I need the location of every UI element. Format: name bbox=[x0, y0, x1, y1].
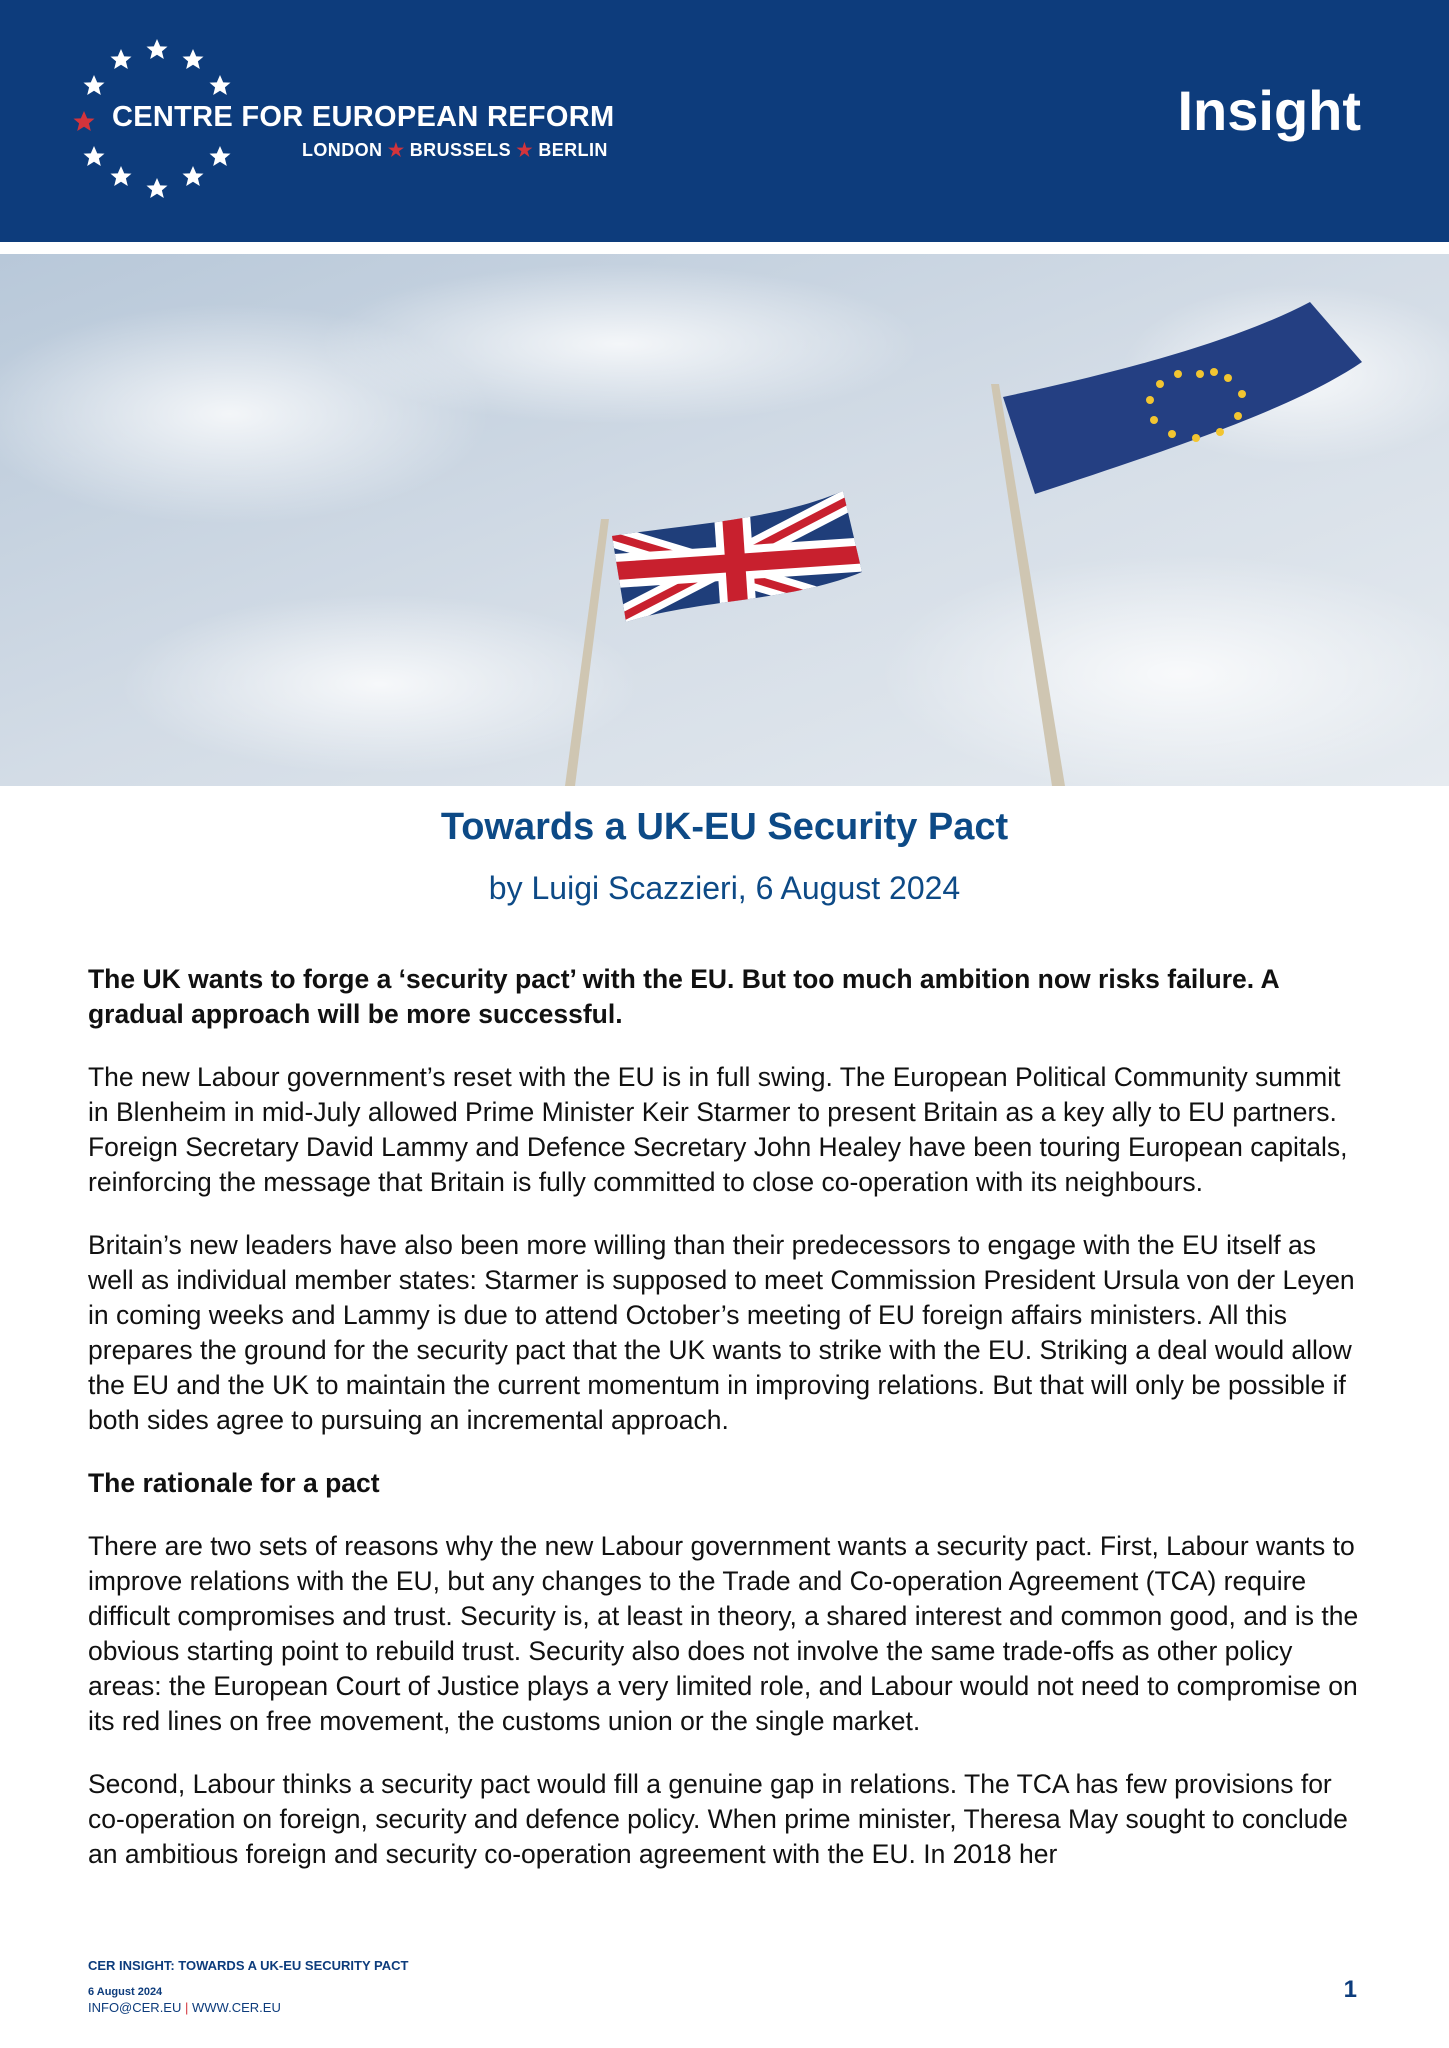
body-paragraph: Second, Labour thinks a security pact would fill a genuine gap in relations. The TCA has few provisions for co-operation on foreign, security and defence policy. When prime minister, Theresa May sought to conclude an ambitious foreign and security co-operation agreement with the EU. In 2018 her bbox=[88, 1769, 1348, 1869]
body-paragraph: Britain’s new leaders have also been more willing than their predecessors to engage with the EU itself as well as individual member states: Starmer is supposed to meet Commission President Ursula von der Leyen in coming weeks and Lammy is due to attend October’s meeting of EU foreign affairs ministers. All this prepares the ground for the security pact that the UK wants to strike with the EU. Striking a deal would allow the EU and the UK to maintain the current momentum in improving relations. But that will only be possible if both sides agree to pursuing an incremental approach. bbox=[88, 1230, 1355, 1435]
article-body bbox=[88, 962, 1363, 1900]
footer-separator: | bbox=[185, 2000, 189, 2015]
footer-date: 6 August 2024 bbox=[88, 1986, 163, 1998]
body-paragraph: There are two sets of reasons why the new Labour government wants a security pact. First, Labour wants to improve relations with the EU, but any changes to the Trade and Co-operation Agreement (TCA) require difficult compromises and trust. Security is, at least in theory, a shared interest and common good, and is the obvious starting point to rebuild trust. Security also does not involve the same trade-offs as other policy areas: the European Court of Justice plays a very limited role, and Labour would not need to compromise on its red lines on free movement, the customs union or the single market. bbox=[88, 1531, 1359, 1736]
red-star-icon: ★ bbox=[516, 140, 533, 160]
body-paragraph: The new Labour government’s reset with the EU is in full swing. The European Political Community summit in Blenheim in mid-July allowed Prime Minister Keir Starmer to present Britain as a key ally to EU partners. Foreign Secretary David Lammy and Defence Secretary John Healey have been touring European capitals, reinforcing the message that Britain is fully committed to close co-operation with its neighbours. bbox=[88, 1062, 1348, 1197]
org-cities bbox=[302, 140, 608, 161]
hero-photo-flags bbox=[0, 254, 1449, 786]
footer-email-link[interactable]: INFO@CER.EU bbox=[88, 2000, 182, 2015]
city-london: LONDON bbox=[302, 140, 383, 160]
footer-website-link[interactable]: WWW.CER.EU bbox=[192, 2000, 281, 2015]
page-number: 1 bbox=[1343, 1976, 1357, 2003]
header-banner bbox=[0, 0, 1449, 242]
article-title: Towards a UK-EU Security Pact bbox=[440, 806, 1009, 848]
city-brussels: BRUSSELS bbox=[409, 140, 511, 160]
section-heading: The rationale for a pact bbox=[88, 1468, 380, 1498]
publication-type-label: Insight bbox=[1177, 79, 1361, 142]
city-berlin: BERLIN bbox=[538, 140, 608, 160]
red-star-icon: ★ bbox=[387, 140, 405, 160]
article-byline: by Luigi Scazzieri, 6 August 2024 bbox=[488, 870, 961, 906]
footer-contact bbox=[88, 2000, 281, 2015]
footer-title: CER INSIGHT: TOWARDS A UK-EU SECURITY PACT bbox=[88, 1958, 409, 1973]
org-name: CENTRE FOR EUROPEAN REFORM bbox=[112, 101, 615, 133]
lead-paragraph: The UK wants to forge a ‘security pact’ with the EU. But too much ambition now risks failure. A gradual approach will be more successful. bbox=[88, 964, 1279, 1029]
